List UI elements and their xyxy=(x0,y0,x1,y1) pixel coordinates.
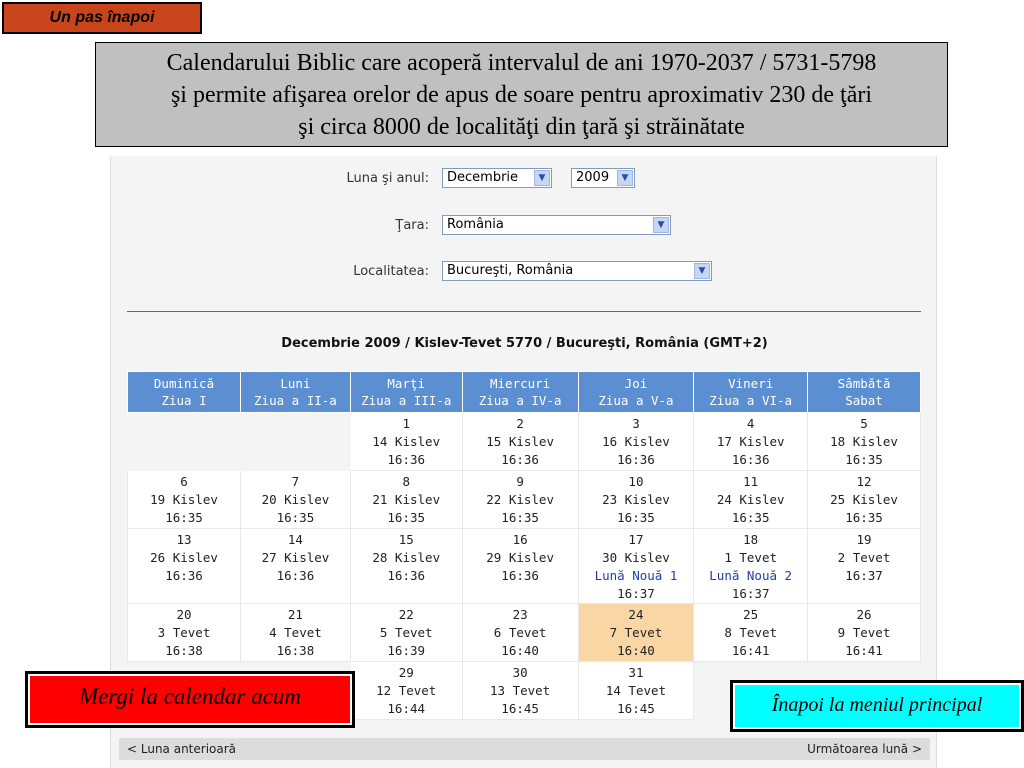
empty-day-cell xyxy=(128,413,241,471)
weekday-header xyxy=(462,372,578,413)
month-select[interactable]: Decembrie ▼ xyxy=(442,168,552,188)
hebrew-date: 23 Kislev xyxy=(602,492,670,507)
back-button[interactable]: Un pas înapoi xyxy=(2,2,202,34)
gregorian-day: 19 xyxy=(856,532,872,547)
weekday-header xyxy=(350,372,462,413)
chevron-down-icon: ▼ xyxy=(653,217,669,233)
hebrew-date: 29 Kislev xyxy=(486,550,554,565)
hebrew-date: 17 Kislev xyxy=(716,434,785,449)
weekday-header xyxy=(694,372,808,413)
gregorian-day: 29 xyxy=(398,665,414,680)
calendar-day-cell[interactable] xyxy=(462,604,578,662)
hebrew-date: 18 Kislev xyxy=(830,434,898,449)
sunset-time: 16:39 xyxy=(387,643,426,658)
weekday-name: Vineri xyxy=(728,376,774,391)
calendar-day-cell[interactable] xyxy=(462,529,578,604)
calendar-day-cell[interactable] xyxy=(578,662,694,720)
weekday-sub: Ziua a III-a xyxy=(361,393,452,408)
banner-line: şi circa 8000 de localităţi din ţară şi străinătate xyxy=(298,114,745,140)
hebrew-date: 12 Tevet xyxy=(376,683,437,698)
sunset-time: 16:38 xyxy=(165,643,203,658)
sunset-time: 16:35 xyxy=(845,510,883,525)
calendar-day-cell[interactable] xyxy=(128,471,241,529)
sunset-time: 16:36 xyxy=(165,568,203,583)
gregorian-day: 8 xyxy=(402,474,410,489)
calendar-day-cell[interactable] xyxy=(694,471,808,529)
sunset-time: 16:38 xyxy=(276,643,315,658)
country-select[interactable]: România ▼ xyxy=(442,215,671,235)
chevron-down-icon: ▼ xyxy=(617,170,633,186)
calendar-day-cell[interactable] xyxy=(241,529,351,604)
hebrew-date: 22 Kislev xyxy=(486,492,554,507)
calendar-day-cell[interactable] xyxy=(462,662,578,720)
sunset-time: 16:40 xyxy=(501,643,539,658)
main-menu-label: Înapoi la meniul principal xyxy=(733,683,1021,729)
new-moon-note: Lună Nouă 1 xyxy=(594,568,678,583)
calendar-day-cell[interactable] xyxy=(462,413,578,471)
calendar-day-cell[interactable] xyxy=(241,471,351,529)
weekday-sub: Ziua a II-a xyxy=(254,393,337,408)
calendar-day-cell[interactable] xyxy=(578,471,694,529)
gregorian-day: 20 xyxy=(176,607,192,622)
hebrew-date: 14 Kislev xyxy=(372,434,441,449)
description-banner xyxy=(95,42,948,147)
calendar-day-cell[interactable] xyxy=(350,529,462,604)
hebrew-date: 28 Kislev xyxy=(372,550,441,565)
weekday-header xyxy=(241,372,351,413)
banner-line: şi permite afişarea orelor de apus de soare pentru aproximativ 230 de ţări xyxy=(170,82,873,108)
weekday-sub: Ziua a VI-a xyxy=(709,393,793,408)
sunset-time: 16:36 xyxy=(276,568,315,583)
sunset-time: 16:36 xyxy=(501,568,539,583)
weekday-name: Miercuri xyxy=(490,376,551,391)
sunset-time: 16:36 xyxy=(731,452,770,467)
calendar-day-cell[interactable] xyxy=(128,529,241,604)
weekday-header xyxy=(808,372,921,413)
sunset-time: 16:41 xyxy=(845,643,883,658)
sunset-time: 16:36 xyxy=(387,568,426,583)
sunset-time: 16:40 xyxy=(617,643,655,658)
sunset-time: 16:35 xyxy=(165,510,203,525)
calendar-day-cell[interactable] xyxy=(128,604,241,662)
gregorian-day: 13 xyxy=(176,532,192,547)
hebrew-date: 6 Tevet xyxy=(493,625,547,640)
hebrew-date: 30 Kislev xyxy=(602,550,670,565)
calendar-day-cell[interactable] xyxy=(241,604,351,662)
hebrew-date: 13 Tevet xyxy=(490,683,551,698)
hebrew-date: 14 Tevet xyxy=(605,683,667,698)
hebrew-date: 3 Tevet xyxy=(157,625,211,640)
chevron-down-icon: ▼ xyxy=(694,263,710,279)
gregorian-day: 9 xyxy=(516,474,524,489)
gregorian-day: 11 xyxy=(743,474,759,489)
hebrew-date: 27 Kislev xyxy=(261,550,330,565)
gregorian-day: 17 xyxy=(628,532,644,547)
calendar-day-cell[interactable] xyxy=(694,529,808,604)
calendar-day-cell[interactable] xyxy=(808,471,921,529)
sunset-time: 16:35 xyxy=(731,510,770,525)
weekday-sub: Ziua I xyxy=(161,393,207,408)
sunset-time: 16:45 xyxy=(501,701,539,716)
chevron-down-icon: ▼ xyxy=(534,170,550,186)
gregorian-day: 4 xyxy=(746,416,755,431)
hebrew-date: 5 Tevet xyxy=(379,625,433,640)
gregorian-day: 22 xyxy=(398,607,414,622)
gregorian-day: 31 xyxy=(628,665,644,680)
sunset-time: 16:45 xyxy=(617,701,655,716)
sunset-time: 16:36 xyxy=(501,452,539,467)
calendar-day-cell[interactable] xyxy=(462,471,578,529)
calendar-day-cell[interactable] xyxy=(350,604,462,662)
locality-label: Localitatea: xyxy=(353,264,429,279)
hebrew-date: 1 Tevet xyxy=(724,550,778,565)
sunset-time: 16:37 xyxy=(617,586,655,601)
sunset-time: 16:35 xyxy=(617,510,655,525)
gregorian-day: 15 xyxy=(398,532,414,547)
gregorian-day: 2 xyxy=(516,416,524,431)
gregorian-day: 5 xyxy=(860,416,868,431)
calendar-title: Decembrie 2009 / Kislev-Tevet 5770 / Bucureşti, România (GMT+2) xyxy=(281,336,768,351)
weekday-name: Joi xyxy=(624,376,648,391)
calendar-day-cell[interactable] xyxy=(578,413,694,471)
weekday-name: Luni xyxy=(280,376,311,391)
weekday-sub: Ziua a V-a xyxy=(598,393,674,408)
next-month-link[interactable]: Următoarea lună > xyxy=(807,742,922,756)
divider xyxy=(127,311,921,312)
country-label: Ţara: xyxy=(395,218,429,233)
go-to-calendar-label: Mergi la calendar acum xyxy=(28,674,352,725)
calendar-day-cell[interactable] xyxy=(350,471,462,529)
gregorian-day: 16 xyxy=(512,532,528,547)
calendar-week-row xyxy=(128,604,921,662)
gregorian-day: 26 xyxy=(856,607,872,622)
sunset-time: 16:37 xyxy=(731,586,770,601)
hebrew-date: 15 Kislev xyxy=(486,434,554,449)
calendar-day-cell[interactable] xyxy=(350,413,462,471)
calendar-week-row xyxy=(128,529,921,604)
gregorian-day: 30 xyxy=(512,665,528,680)
month-year-label: Luna şi anul: xyxy=(346,171,429,186)
calendar-day-cell[interactable] xyxy=(578,529,694,604)
weekday-header xyxy=(128,372,241,413)
month-nav-bar xyxy=(119,738,930,760)
weekday-name: Duminică xyxy=(153,376,215,391)
gregorian-day: 18 xyxy=(743,532,759,547)
gregorian-day: 24 xyxy=(628,607,644,622)
hebrew-date: 24 Kislev xyxy=(716,492,785,507)
hebrew-date: 4 Tevet xyxy=(269,625,322,640)
calendar-day-cell[interactable] xyxy=(808,529,921,604)
gregorian-day: 7 xyxy=(291,474,300,489)
calendar-day-cell[interactable] xyxy=(694,604,808,662)
weekday-name: Sâmbătă xyxy=(837,376,891,391)
sunset-time: 16:36 xyxy=(387,452,426,467)
gregorian-day: 25 xyxy=(743,607,759,622)
gregorian-day: 14 xyxy=(287,532,303,547)
sunset-time: 16:35 xyxy=(387,510,426,525)
hebrew-date: 25 Kislev xyxy=(830,492,898,507)
calendar-day-cell[interactable] xyxy=(808,413,921,471)
sunset-time: 16:35 xyxy=(501,510,539,525)
hebrew-date: 19 Kislev xyxy=(150,492,218,507)
locality-select[interactable]: Bucureşti, România ▼ xyxy=(442,261,712,281)
gregorian-day: 23 xyxy=(512,607,528,622)
weekday-name: Marţi xyxy=(387,376,426,391)
gregorian-day: 10 xyxy=(628,474,644,489)
sunset-time: 16:41 xyxy=(731,643,770,658)
sunset-time: 16:36 xyxy=(617,452,655,467)
hebrew-date: 9 Tevet xyxy=(837,625,891,640)
banner-line: Calendarului Biblic care acoperă intervalul de ani 1970-2037 / 5731-5798 xyxy=(166,50,877,76)
hebrew-date: 8 Tevet xyxy=(724,625,778,640)
empty-day-cell xyxy=(241,413,351,471)
gregorian-day: 3 xyxy=(632,416,640,431)
sunset-time: 16:37 xyxy=(845,568,883,583)
gregorian-day: 21 xyxy=(287,607,303,622)
calendar-week-row xyxy=(128,471,921,529)
gregorian-day: 6 xyxy=(180,474,188,489)
hebrew-date: 16 Kislev xyxy=(602,434,670,449)
sunset-time: 16:44 xyxy=(387,701,426,716)
weekday-sub: Ziua a IV-a xyxy=(478,393,562,408)
calendar-day-cell[interactable] xyxy=(350,662,462,720)
year-select[interactable]: 2009 ▼ xyxy=(571,168,635,188)
sunset-time: 16:35 xyxy=(845,452,883,467)
sunset-time: 16:35 xyxy=(276,510,315,525)
main-menu-button[interactable] xyxy=(730,680,1024,732)
previous-month-link[interactable]: < Luna anterioară xyxy=(127,742,237,756)
calendar-week-row xyxy=(128,413,921,471)
calendar-day-cell[interactable] xyxy=(578,604,694,662)
hebrew-date: 2 Tevet xyxy=(837,550,891,565)
new-moon-note: Lună Nouă 2 xyxy=(709,568,793,583)
calendar-day-cell[interactable] xyxy=(694,413,808,471)
hebrew-date: 20 Kislev xyxy=(261,492,330,507)
weekday-header xyxy=(578,372,694,413)
go-to-calendar-button[interactable] xyxy=(25,671,355,728)
gregorian-day: 12 xyxy=(856,474,872,489)
hebrew-date: 26 Kislev xyxy=(150,550,218,565)
hebrew-date: 7 Tevet xyxy=(609,625,663,640)
calendar-grid xyxy=(127,371,921,720)
hebrew-date: 21 Kislev xyxy=(372,492,441,507)
weekday-sub: Sabat xyxy=(845,393,883,408)
calendar-day-cell[interactable] xyxy=(808,604,921,662)
gregorian-day: 1 xyxy=(402,416,410,431)
